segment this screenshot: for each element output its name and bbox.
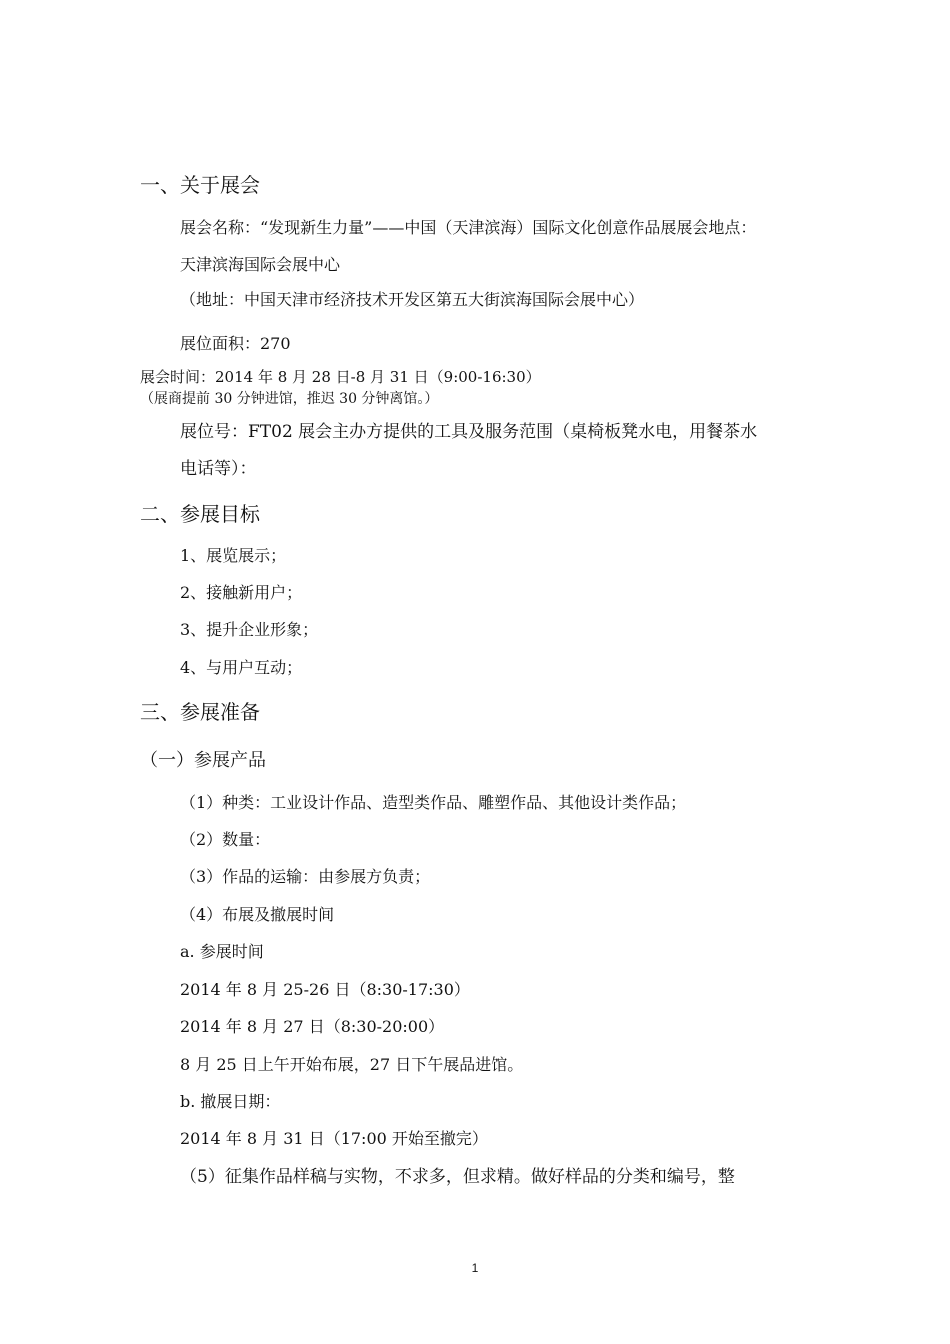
exhibition-time-line: 展会时间：2014 年 8 月 28 日-8 月 31 日（9:00-16:30）: [140, 368, 541, 386]
exhibition-name-line: 展会名称：“发现新生力量”——中国（天津滨海）国际文化创意作品展展会地点：: [180, 218, 757, 237]
booth-number-line: 展位号：FT02 展会主办方提供的工具及服务范围（桌椅板凳水电，用餐茶水: [180, 422, 758, 442]
exhibit-date-line: 2014 年 8 月 27 日（8:30-20:00）: [180, 1017, 445, 1036]
subsection-heading-products: （一）参展产品: [140, 750, 266, 771]
booth-area-line: 展位面积：270: [180, 334, 291, 353]
goal-item: 2、接触新用户；: [180, 583, 303, 602]
goal-item: 4、与用户互动；: [180, 658, 303, 677]
exhibition-address-line: （地址：中国天津市经济技术开发区第五大街滨海国际会展中心）: [180, 290, 645, 309]
teardown-date-label: b. 撤展日期：: [180, 1092, 281, 1111]
product-category-line: （1）种类：工业设计作品、造型类作品、雕塑作品、其他设计类作品；: [180, 793, 687, 812]
goal-item: 1、展览展示；: [180, 546, 287, 565]
goal-item: 3、提升企业形象；: [180, 620, 319, 639]
exhibition-venue-line: 天津滨海国际会展中心: [180, 255, 341, 274]
page-number: 1: [471, 1261, 479, 1275]
exhibit-date-line: 2014 年 8 月 25-26 日（8:30-17:30）: [180, 980, 470, 999]
teardown-date-line: 2014 年 8 月 31 日（17:00 开始至撤完）: [180, 1129, 488, 1148]
exhibitor-arrival-note: （展商提前 30 分钟进馆，推迟 30 分钟离馆。）: [140, 391, 439, 407]
product-transport-line: （3）作品的运输：由参展方负责；: [180, 867, 431, 886]
setup-teardown-line: （4）布展及撤展时间: [180, 905, 335, 924]
setup-schedule-line: 8 月 25 日上午开始布展，27 日下午展品进馆。: [180, 1055, 524, 1074]
exhibit-time-label: a. 参展时间: [180, 942, 264, 961]
booth-services-line: 电话等）：: [180, 459, 257, 479]
product-quantity-line: （2）数量：: [180, 830, 271, 849]
section-heading-goals: 二、参展目标: [140, 502, 260, 526]
sample-collection-line: （5）征集作品样稿与实物，不求多，但求精。做好样品的分类和编号，整: [180, 1167, 735, 1187]
section-heading-about: 一、关于展会: [140, 173, 260, 197]
section-heading-preparation: 三、参展准备: [140, 700, 260, 724]
